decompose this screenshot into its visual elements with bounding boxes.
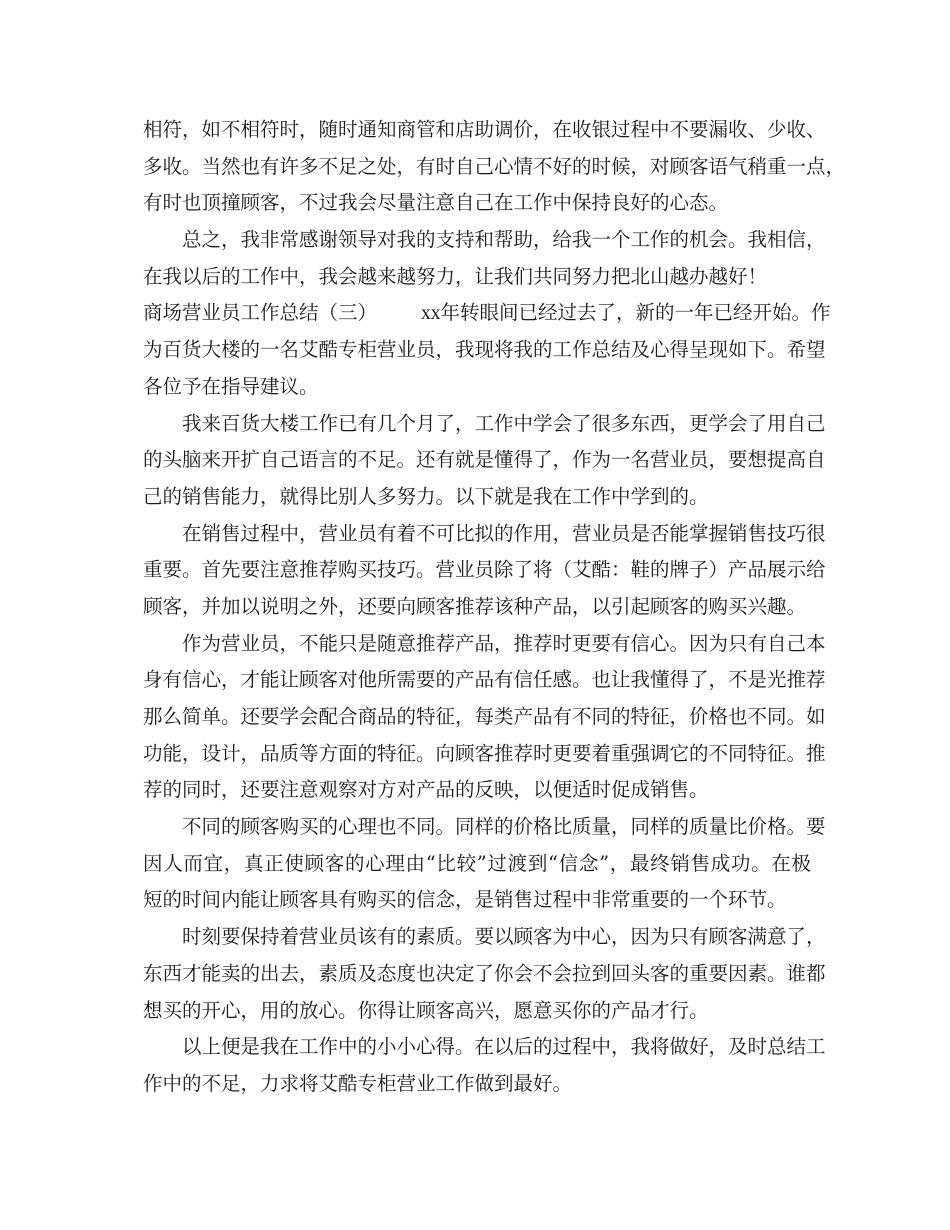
text-line: 想买的开心，用的放心。你得让顾客高兴，愿意买你的产品才行。 — [143, 998, 709, 1022]
year-placeholder: xx — [421, 303, 441, 325]
text-line: 那么简单。还要学会配合商品的特征，每类产品有不同的特征，价格也不同。如 — [143, 705, 826, 728]
document-body — [143, 112, 846, 1103]
text-line: 的头脑来开扩自己语言的不足。还有就是懂得了，作为一名营业员，要想提高自 — [143, 448, 826, 472]
text-line: 相符，如不相符时，随时通知商管和店助调价，在收银过程中不要漏收、少收、 — [143, 118, 826, 141]
text-line: 顾客，并加以说明之外，还要向顾客推荐该种产品，以引起顾客的购买兴趣。 — [143, 594, 807, 618]
text-line: 多收。当然也有许多不足之处，有时自己心情不好的时候，对顾客语气稍重一点， — [143, 154, 846, 178]
text-line: 功能，设计，品质等方面的特征。向顾客推荐时更要着重强调它的不同特征。推 — [143, 741, 826, 765]
paragraph-first-line: 总之，我非常感谢领导对我的支持和帮助，给我一个工作的机会。我相信， — [182, 228, 826, 252]
text-line: 有时也顶撞顾客，不过我会尽量注意自己在工作中保持良好的心态。 — [143, 191, 729, 215]
heading-trailing-text: 年转眼间已经过去了，新的一年已经开始。作 — [440, 301, 831, 325]
paragraph-first-line: 时刻要保持着营业员该有的素质。要以顾客为中心，因为只有顾客满意了， — [182, 925, 826, 949]
paragraph-first-line: 在销售过程中，营业员有着不可比拟的作用，营业员是否能掌握销售技巧很 — [182, 521, 826, 545]
text-line: 为百货大楼的一名艾酷专柜营业员，我现将我的工作总结及心得呈现如下。希望 — [143, 338, 826, 362]
text-line: 东西才能卖的出去，素质及态度也决定了你会不会拉到回头客的重要因素。谁都 — [143, 961, 826, 985]
text-line: 因人而宜，真正使顾客的心理由“比较”过渡到“信念”，最终销售成功。在极 — [143, 851, 811, 875]
text-line: 短的时间内能让顾客具有购买的信念，是销售过程中非常重要的一个环节。 — [143, 888, 787, 912]
text-line: 重要。首先要注意推荐购买技巧。营业员除了将（艾酷：鞋的牌子）产品展示给 — [143, 558, 826, 582]
paragraph-first-line: 我来百货大楼工作已有几个月了，工作中学会了很多东西，更学会了用自己 — [182, 411, 826, 435]
text-line: 作中的不足，力求将艾酷专柜营业工作做到最好。 — [143, 1071, 573, 1095]
section-heading-line — [143, 295, 831, 332]
paragraph-first-line: 以上便是我在工作中的小小心得。在以后的过程中，我将做好，及时总结工 — [182, 1035, 826, 1059]
text-line: 荐的同时，还要注意观察对方对产品的反映，以便适时促成销售。 — [143, 778, 709, 802]
text-line: 在我以后的工作中，我会越来越努力，让我们共同努力把北山越办越好！ — [143, 264, 768, 288]
paragraph-first-line: 不同的顾客购买的心理也不同。同样的价格比质量，同样的质量比价格。要 — [182, 815, 826, 839]
text-line: 身有信心，才能让顾客对他所需要的产品有信任感。也让我懂得了，不是光推荐 — [143, 668, 826, 692]
text-line: 己的销售能力，就得比别人多努力。以下就是我在工作中学到的。 — [143, 484, 709, 508]
paragraph-first-line: 作为营业员，不能只是随意推荐产品，推荐时更要有信心。因为只有自己本 — [182, 631, 826, 655]
section-heading: 商场营业员工作总结（三） — [143, 301, 378, 325]
text-line: 各位予在指导建议。 — [143, 374, 319, 398]
